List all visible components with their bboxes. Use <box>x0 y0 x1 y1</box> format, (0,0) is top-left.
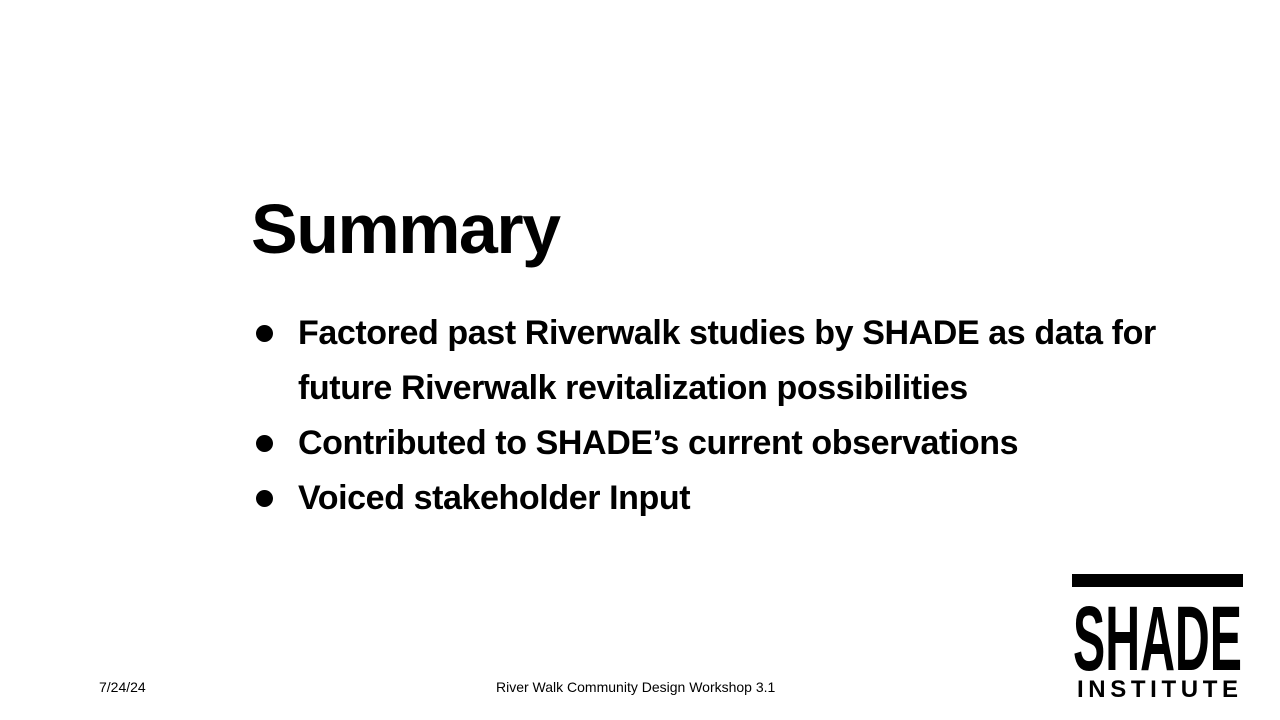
bullet-dot-icon <box>256 435 273 452</box>
footer-date: 7/24/24 <box>99 679 146 695</box>
logo-subtitle <box>1072 676 1243 700</box>
bullet-text: Factored past Riverwalk studies by SHADE as data for future Riverwalk revitalization possibilities <box>298 314 1156 407</box>
bullet-text: Voiced stakeholder Input <box>298 479 691 517</box>
bullet-dot-icon <box>256 325 273 342</box>
logo-subtitle-text: INSTITUTE <box>1077 676 1238 700</box>
bullet-item <box>253 306 1233 416</box>
footer-title: River Walk Community Design Workshop 3.1 <box>496 679 776 695</box>
bullet-item <box>253 416 1233 471</box>
bullet-dot-icon <box>256 490 273 507</box>
logo-bar <box>1072 574 1243 587</box>
logo-wordmark <box>1072 590 1243 674</box>
bullet-item <box>253 471 1233 526</box>
slide-title: Summary <box>251 190 560 268</box>
bullet-list <box>253 306 1233 526</box>
logo-wordmark-text: SHADE <box>1073 590 1242 674</box>
shade-institute-logo <box>1072 574 1243 700</box>
bullet-text: Contributed to SHADE’s current observations <box>298 424 1019 462</box>
